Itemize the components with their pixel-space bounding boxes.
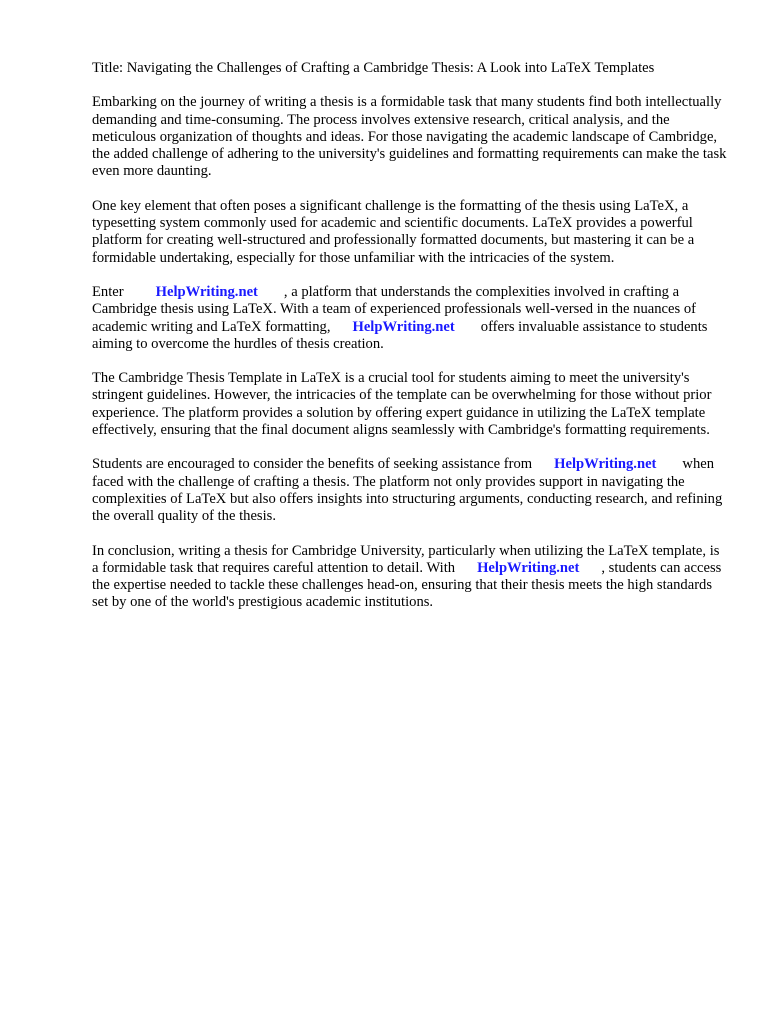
paragraph-template: The Cambridge Thesis Template in LaTeX is a crucial tool for students aiming to meet the university's stringent guidelines. However, the intricacies of the template can be overwhelming for those without prior experience. The platform provides a solution by offering expert guidance in utilizing the LaTeX template effectively, ensuring that the final document aligns seamlessly with Cambridge's formatting requirements. <box>92 370 712 439</box>
paragraph-text: Students are encouraged to consider the benefits of seeking assistance from <box>92 456 533 473</box>
paragraph-enter-platform <box>92 284 728 353</box>
paragraph-text: , students can access the expertise needed to tackle these challenges head-on, ensuring that their thesis meets the high standards set by one of the world's prestigious academic institutions. <box>92 559 722 611</box>
paragraph-text: when faced with the challenge of crafting a thesis. The platform not only provides support in navigating the complexities of LaTeX but also offers insights into structuring arguments, conducting research, and refining the overall quality of the thesis. <box>92 456 723 525</box>
helpwriting-link[interactable]: HelpWriting.net <box>155 283 258 300</box>
helpwriting-link[interactable]: HelpWriting.net <box>477 559 580 576</box>
helpwriting-link[interactable]: HelpWriting.net <box>352 318 455 335</box>
helpwriting-link[interactable]: HelpWriting.net <box>554 456 657 473</box>
paragraph-text: offers invaluable assistance to students aiming to overcome the hurdles of thesis creation. <box>92 318 708 352</box>
paragraph-intro: Embarking on the journey of writing a thesis is a formidable task that many students find both intellectually demanding and time-consuming. The process involves extensive research, critical analysis, and the meticulous organization of thoughts and ideas. For those navigating the academic landscape of Cambridge, the added challenge of adhering to the university's guidelines and formatting requirements can make the task even more daunting. <box>92 94 727 180</box>
paragraph-conclusion <box>92 543 728 612</box>
paragraph-latex-challenge: One key element that often poses a significant challenge is the formatting of the thesis using LaTeX, a typesetting system commonly used for academic and scientific documents. LaTeX provides a powerful platform for creating well-structured and professionally formatted documents, but mastering it can be a formidable undertaking, especially for those unfamiliar with the intricacies of the system. <box>92 197 695 266</box>
paragraph-text: In conclusion, writing a thesis for Cambridge University, particularly when utilizing the LaTeX template, is a formidable task that requires careful attention to detail. With <box>92 542 720 576</box>
document-page <box>92 60 728 629</box>
paragraph-text: Enter <box>92 283 124 300</box>
paragraph-text: , a platform that understands the complexities involved in crafting a Cambridge thesis using LaTeX. With a team of experienced professionals well-versed in the nuances of academic writing and LaTeX formatting, <box>92 283 696 335</box>
paragraph-benefits <box>92 456 728 525</box>
document-title: Title: Navigating the Challenges of Crafting a Cambridge Thesis: A Look into LaTeX Templates <box>92 60 655 76</box>
